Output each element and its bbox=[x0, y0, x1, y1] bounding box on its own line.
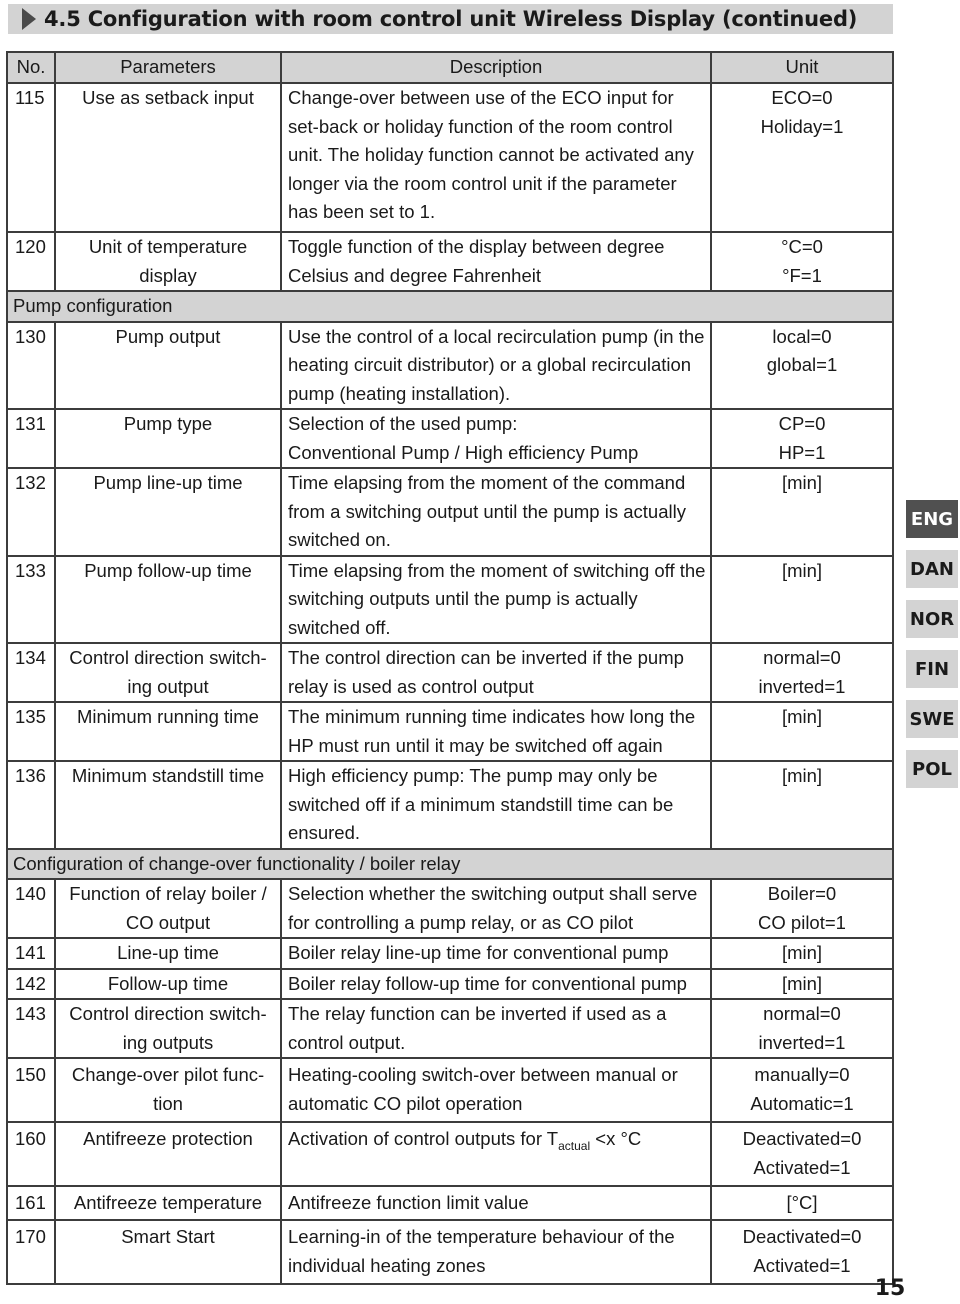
param-unit: [°C] bbox=[711, 1186, 893, 1220]
table-row bbox=[7, 1186, 893, 1220]
param-name: Unit of temperature display bbox=[55, 232, 281, 291]
param-description: Toggle function of the display between degree Celsius and degree Fahrenheit bbox=[281, 232, 711, 291]
param-unit: normal=0 inverted=1 bbox=[711, 999, 893, 1058]
param-name: Change-over pilot func-tion bbox=[55, 1058, 281, 1122]
play-arrow-icon bbox=[22, 8, 36, 30]
param-unit: [min] bbox=[711, 468, 893, 556]
param-name: Function of relay boiler / CO output bbox=[55, 879, 281, 938]
param-description: Heating-cooling switch-over between manual or automatic CO pilot operation bbox=[281, 1058, 711, 1122]
section-header bbox=[8, 4, 893, 34]
param-description: Change-over between use of the ECO input for set-back or holiday function of the room control unit. The holiday function cannot be activated any longer via the room control unit if the parameter has been set to 1. bbox=[281, 83, 711, 232]
page-number: 15 bbox=[874, 1276, 906, 1301]
param-description: Learning-in of the temperature behaviour of the individual heating zones bbox=[281, 1220, 711, 1284]
param-name: Minimum running time bbox=[55, 702, 281, 761]
language-tab-dan[interactable]: DAN bbox=[906, 550, 958, 588]
param-unit: Boiler=0 CO pilot=1 bbox=[711, 879, 893, 938]
section-row-pump bbox=[7, 291, 893, 322]
section-label: Configuration of change-over functionality / boiler relay bbox=[7, 849, 893, 880]
language-tab-fin[interactable]: FIN bbox=[906, 650, 958, 688]
table-row bbox=[7, 322, 893, 410]
param-number: 134 bbox=[7, 643, 55, 702]
column-header-no: No. bbox=[7, 52, 55, 83]
param-number: 120 bbox=[7, 232, 55, 291]
table-row bbox=[7, 556, 893, 644]
column-header-unit: Unit bbox=[711, 52, 893, 83]
table-row bbox=[7, 879, 893, 938]
table-row bbox=[7, 1122, 893, 1186]
param-unit: local=0 global=1 bbox=[711, 322, 893, 410]
param-number: 135 bbox=[7, 702, 55, 761]
param-number: 150 bbox=[7, 1058, 55, 1122]
description-line: Conventional Pump / High efficiency Pump bbox=[288, 441, 639, 463]
column-header-description: Description bbox=[281, 52, 711, 83]
param-description: Selection whether the switching output shall serve for controlling a pump relay, or as CO pilot bbox=[281, 879, 711, 938]
param-number: 141 bbox=[7, 938, 55, 969]
param-name: Antifreeze temperature bbox=[55, 1186, 281, 1220]
param-name: Pump line-up time bbox=[55, 468, 281, 556]
param-number: 136 bbox=[7, 761, 55, 849]
description-text: <x °C bbox=[590, 1128, 642, 1149]
param-name: Line-up time bbox=[55, 938, 281, 969]
param-description: Boiler relay line-up time for conventional pump bbox=[281, 938, 711, 969]
param-unit: Deactivated=0 Activated=1 bbox=[711, 1122, 893, 1186]
param-unit: °C=0 °F=1 bbox=[711, 232, 893, 291]
param-description: Use the control of a local recirculation pump (in the heating circuit distributor) or a global recirculation pump (heating installation). bbox=[281, 322, 711, 410]
param-description: Antifreeze function limit value bbox=[281, 1186, 711, 1220]
param-unit: [min] bbox=[711, 556, 893, 644]
param-unit: CP=0 HP=1 bbox=[711, 409, 893, 468]
table-header-row bbox=[7, 52, 893, 83]
table-row bbox=[7, 232, 893, 291]
param-number: 133 bbox=[7, 556, 55, 644]
table-row bbox=[7, 969, 893, 1000]
language-tab-nor[interactable]: NOR bbox=[906, 600, 958, 638]
param-description: The minimum running time indicates how long the HP must run until it may be switched off again bbox=[281, 702, 711, 761]
subscript-actual: actual bbox=[558, 1139, 591, 1153]
param-number: 142 bbox=[7, 969, 55, 1000]
param-description bbox=[281, 409, 711, 468]
param-name: Control direction switch-ing outputs bbox=[55, 999, 281, 1058]
param-number: 140 bbox=[7, 879, 55, 938]
param-description: Time elapsing from the moment of the command from a switching output until the pump is actually switched on. bbox=[281, 468, 711, 556]
param-unit: normal=0 inverted=1 bbox=[711, 643, 893, 702]
param-name: Minimum standstill time bbox=[55, 761, 281, 849]
table-row bbox=[7, 1058, 893, 1122]
param-number: 170 bbox=[7, 1220, 55, 1284]
param-unit: ECO=0 Holiday=1 bbox=[711, 83, 893, 232]
section-label: Pump configuration bbox=[7, 291, 893, 322]
param-description: Boiler relay follow-up time for conventional pump bbox=[281, 969, 711, 1000]
param-name: Smart Start bbox=[55, 1220, 281, 1284]
param-unit: [min] bbox=[711, 702, 893, 761]
param-name: Antifreeze protection bbox=[55, 1122, 281, 1186]
section-row-changeover bbox=[7, 849, 893, 880]
param-name: Follow-up time bbox=[55, 969, 281, 1000]
section-title: 4.5 Configuration with room control unit Wireless Display (continued) bbox=[44, 7, 858, 31]
description-line: Selection of the used pump: bbox=[288, 413, 518, 434]
table-row bbox=[7, 1220, 893, 1284]
param-name: Control direction switch-ing output bbox=[55, 643, 281, 702]
param-description: The relay function can be inverted if used as a control output. bbox=[281, 999, 711, 1058]
table-row bbox=[7, 83, 893, 232]
param-unit: [min] bbox=[711, 761, 893, 849]
param-description: The control direction can be inverted if the pump relay is used as control output bbox=[281, 643, 711, 702]
table-row bbox=[7, 468, 893, 556]
param-unit: Deactivated=0 Activated=1 bbox=[711, 1220, 893, 1284]
table-row bbox=[7, 761, 893, 849]
param-unit: manually=0 Automatic=1 bbox=[711, 1058, 893, 1122]
param-unit: [min] bbox=[711, 938, 893, 969]
language-tab-eng[interactable]: ENG bbox=[906, 500, 958, 538]
language-tabs bbox=[906, 500, 958, 800]
param-name: Use as setback input bbox=[55, 83, 281, 232]
table-row bbox=[7, 999, 893, 1058]
parameter-table bbox=[6, 51, 894, 1285]
language-tab-swe[interactable]: SWE bbox=[906, 700, 958, 738]
param-name: Pump follow-up time bbox=[55, 556, 281, 644]
param-number: 143 bbox=[7, 999, 55, 1058]
param-description: Time elapsing from the moment of switching off the switching outputs until the pump is actually switched off. bbox=[281, 556, 711, 644]
param-number: 131 bbox=[7, 409, 55, 468]
param-name: Pump type bbox=[55, 409, 281, 468]
table-row bbox=[7, 702, 893, 761]
language-tab-pol[interactable]: POL bbox=[906, 750, 958, 788]
column-header-parameters: Parameters bbox=[55, 52, 281, 83]
param-name: Pump output bbox=[55, 322, 281, 410]
param-number: 132 bbox=[7, 468, 55, 556]
param-number: 130 bbox=[7, 322, 55, 410]
table-row bbox=[7, 643, 893, 702]
param-number: 160 bbox=[7, 1122, 55, 1186]
param-description bbox=[281, 1122, 711, 1186]
param-description: High efficiency pump: The pump may only be switched off if a minimum standstill time can be ensured. bbox=[281, 761, 711, 849]
param-number: 115 bbox=[7, 83, 55, 232]
table-row bbox=[7, 938, 893, 969]
param-unit: [min] bbox=[711, 969, 893, 1000]
description-text: Activation of control outputs for T bbox=[288, 1128, 559, 1149]
param-number: 161 bbox=[7, 1186, 55, 1220]
table-row bbox=[7, 409, 893, 468]
